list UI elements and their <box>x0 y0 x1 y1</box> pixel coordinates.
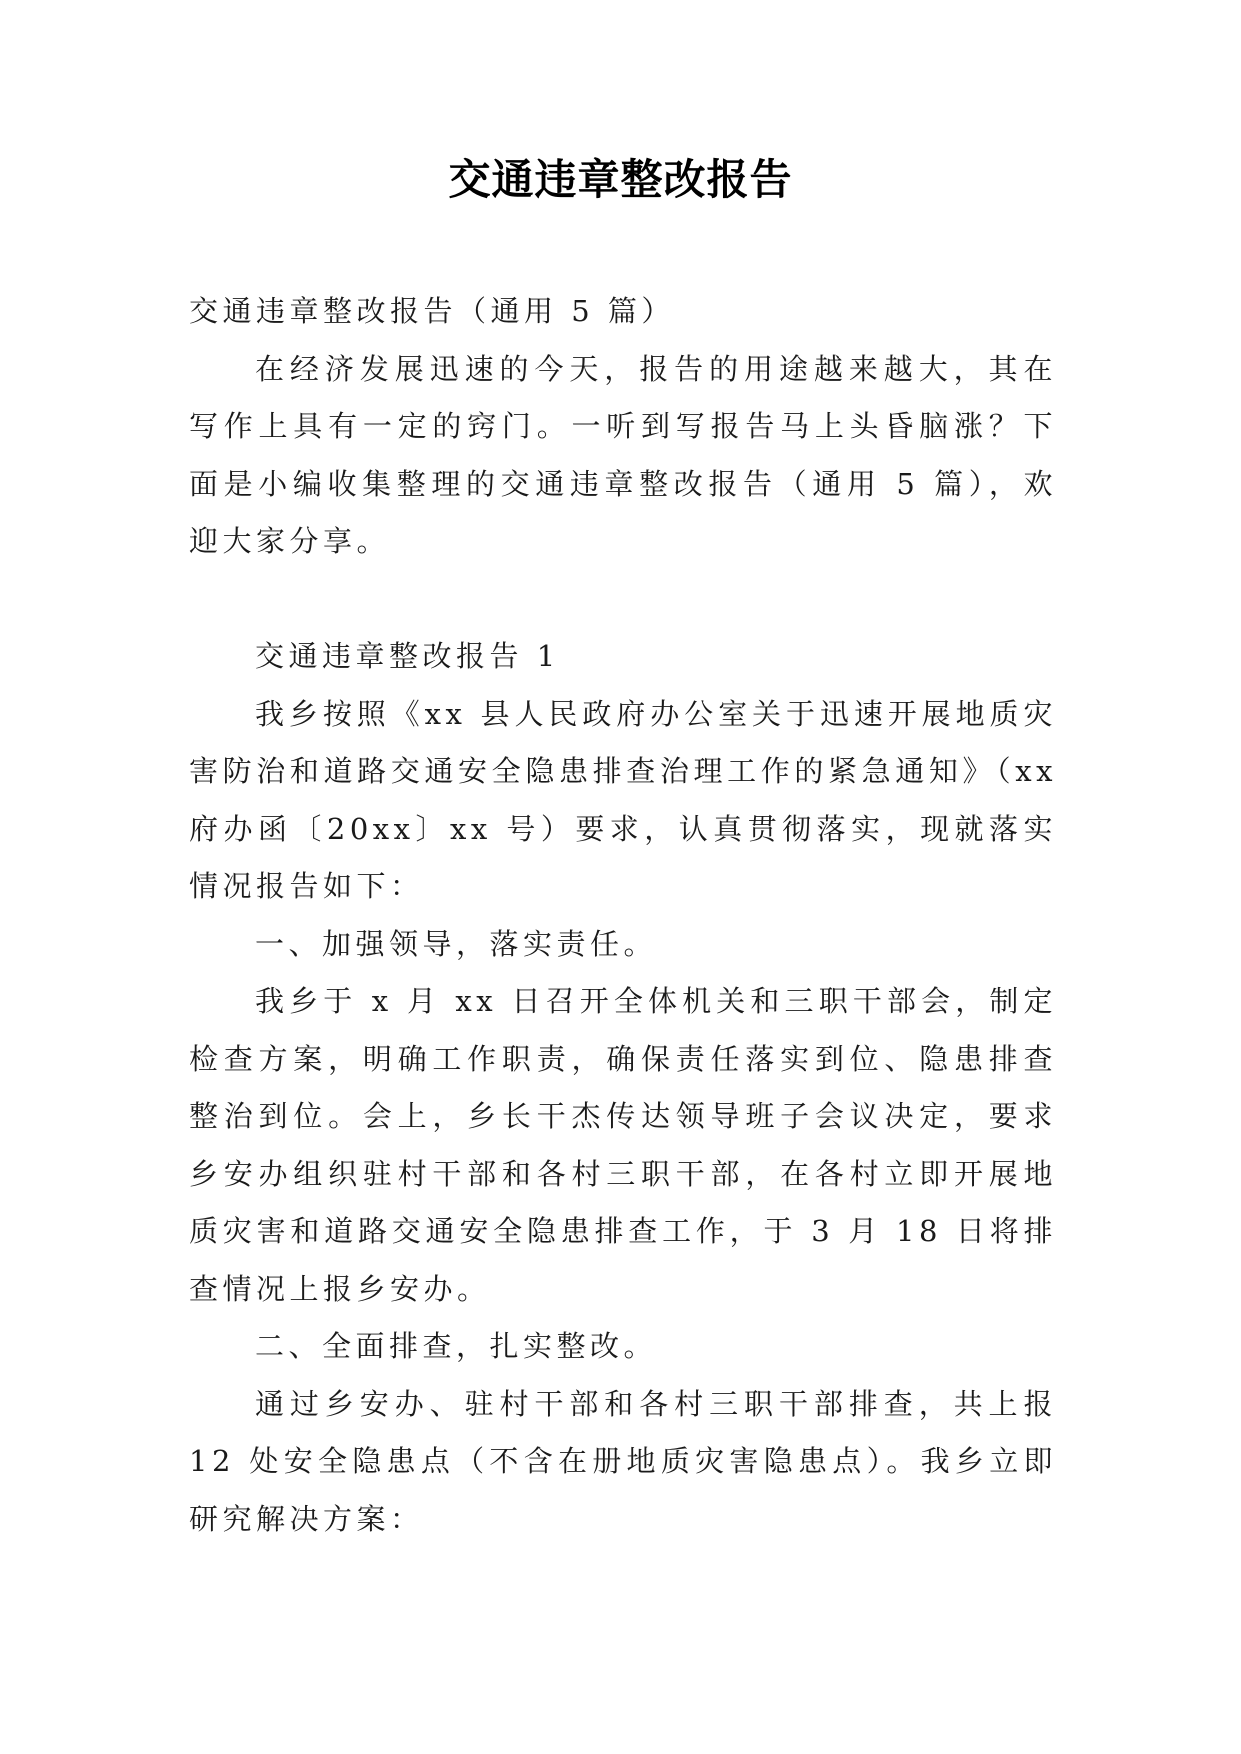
paragraph: 在经济发展迅速的今天，报告的用途越来越大，其在写作上具有一定的窍门。一听到写报告马上头昏脑涨？下面是小编收集整理的交通违章整改报告（通用 5 篇），欢迎大家分享。 <box>189 351 1057 558</box>
paragraph: 我乡于 x 月 xx 日召开全体机关和三职干部会，制定检查方案，明确工作职责，确保责任落实到位、隐患排查整治到位。会上，乡长干杰传达领导班子会议决定，要求乡安办组织驻村干部和各村三职干部，在各村立即开展地质灾害和道路交通安全隐患排查工作，于 3 月 18 日将排查情况上报乡安办。 <box>189 984 1057 1306</box>
document-subtitle: 交通违章整改报告（通用 5 篇） <box>189 294 675 328</box>
paragraph-spacer <box>189 571 1057 629</box>
paragraph: 交通违章整改报告 1 <box>255 639 560 673</box>
document-title: 交通违章整改报告 <box>448 155 793 204</box>
paragraph: 通过乡安办、驻村干部和各村三职干部排查，共上报 12 处安全隐患点（不含在册地质灾害隐患点）。我乡立即研究解决方案： <box>189 1386 1057 1536</box>
paragraph: 我乡按照《xx 县人民政府办公室关于迅速开展地质灾害防治和道路交通安全隐患排查治理工作的紧急通知》（xx 府办函〔20xx〕xx 号）要求，认真贯彻落实，现就落实情况报告如下： <box>189 696 1057 903</box>
paragraph: 一、加强领导，落实责任。 <box>255 926 658 961</box>
document-body <box>189 283 1057 1548</box>
paragraph: 二、全面排查，扎实整改。 <box>255 1329 658 1363</box>
